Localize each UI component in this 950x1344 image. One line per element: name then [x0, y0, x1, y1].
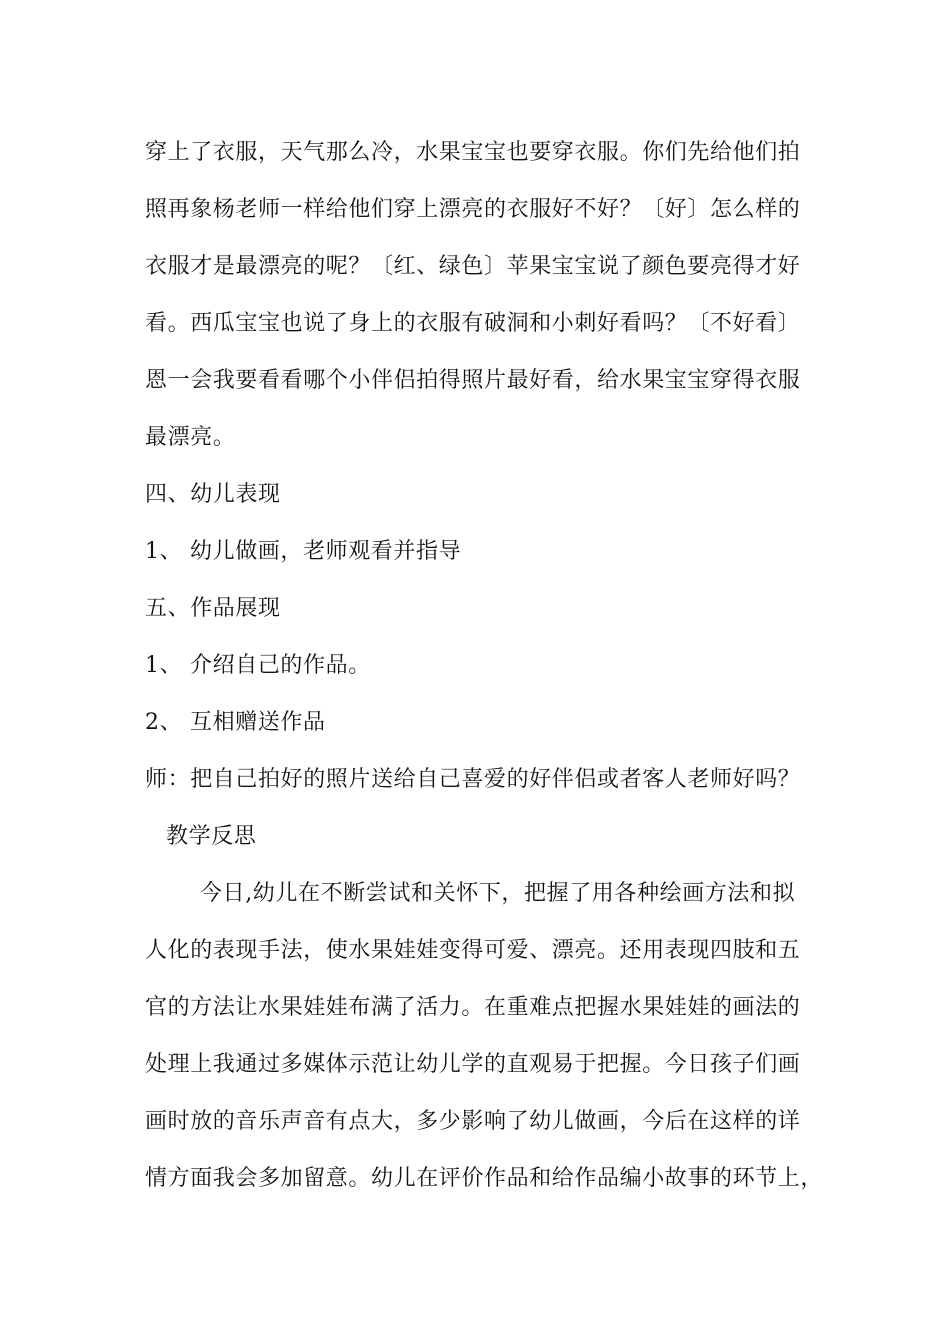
- list-item-number: 1、: [145, 539, 183, 564]
- paragraph-line: 最漂亮。: [145, 425, 236, 450]
- reflection-line: 官的方法让水果娃娃布满了活力。在重难点把握水果娃娃的画法的: [145, 995, 801, 1020]
- paragraph-line: 照再象杨老师一样给他们穿上漂亮的衣服好不好？〔好〕怎么样的: [145, 197, 801, 222]
- list-item-number: 1、: [145, 653, 183, 678]
- list-item: [145, 537, 461, 567]
- section-heading-4: 四、幼儿表现: [145, 482, 281, 507]
- reflection-line: 处理上我通过多媒体示范让幼儿学的直观易于把握。今日孩子们画: [145, 1052, 801, 1077]
- paragraph-line: 穿上了衣服，天气那么冷，水果宝宝也要穿衣服。你们先给他们拍: [145, 140, 801, 165]
- list-item-text: 幼儿做画，老师观看并指导: [190, 539, 462, 564]
- reflection-line: 情方面我会多加留意。幼儿在评价作品和给作品编小故事的环节上，: [145, 1166, 824, 1191]
- reflection-heading: 教学反思: [166, 824, 257, 849]
- list-item-number: 2、: [145, 710, 183, 735]
- reflection-line: 画时放的音乐声音有点大，多少影响了幼儿做画，今后在这样的详: [145, 1109, 801, 1134]
- teacher-line: 师：把自己拍好的照片送给自己喜爱的好伴侣或者客人老师好吗？: [145, 767, 801, 792]
- reflection-line: 人化的表现手法，使水果娃娃变得可爱、漂亮。还用表现四肢和五: [145, 938, 801, 963]
- paragraph-line: 看。西瓜宝宝也说了身上的衣服有破洞和小刺好看吗？〔不好看〕: [145, 311, 801, 336]
- paragraph-line: 恩一会我要看看哪个小伴侣拍得照片最好看，给水果宝宝穿得衣服: [145, 368, 801, 393]
- section-heading-5: 五、作品展现: [145, 596, 281, 621]
- paragraph-line: 衣服才是最漂亮的呢？〔红、绿色〕苹果宝宝说了颜色要亮得才好: [145, 254, 801, 279]
- reflection-line: 今日,幼儿在不断尝试和关怀下，把握了用各种绘画方法和拟: [200, 881, 796, 906]
- list-item: [145, 651, 371, 681]
- list-item: [145, 708, 326, 738]
- list-item-text: 介绍自己的作品。: [190, 653, 371, 678]
- list-item-text: 互相赠送作品: [190, 710, 326, 735]
